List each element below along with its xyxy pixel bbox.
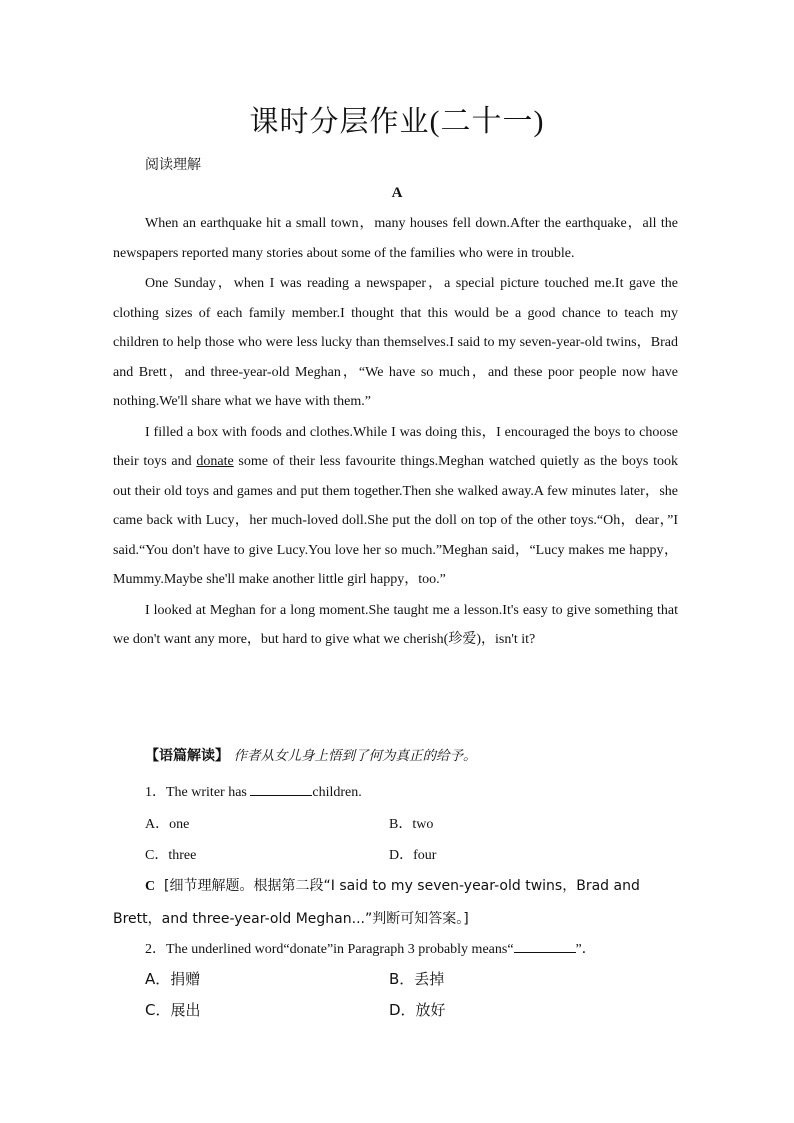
paragraph-2: One Sunday，when I was reading a newspaper，a special picture touched me.It gave the clothing sizes of each family member.I thought that this would be a good chance to teach my children to help those who were less lucky than themselves.I said to my seven-year-old twins，Brad and Brett，and three-year-old Meghan，“We have so much，and these poor people now have nothing.We'll share what we have with them.” (113, 276, 678, 409)
question-2-stem (145, 938, 715, 958)
q1-option-a: A．one (145, 817, 190, 832)
answer-blank (514, 940, 576, 953)
question-2-text-end: ”． (575, 942, 596, 957)
paragraph-4: I looked at Meghan for a long moment.She taught me a lesson.It's easy to give something that we don't want any more，but hard to give what we cherish(珍爱)，isn't it? (113, 602, 678, 647)
underlined-word: donate (196, 454, 234, 469)
q2-option-a: A．捐赠 (145, 970, 201, 988)
explanation-text: [细节理解题。根据第二段“I said to my seven-year-old twins，Brad and Brett，and three-year-old Meghan...”判断可知答案。] (113, 878, 640, 927)
question-1-stem (145, 781, 715, 801)
reading-note (145, 744, 715, 765)
paragraph-3-before: I filled a box with foods and clothes.While I was doing this，I encouraged the boys to choose their toys and (113, 424, 678, 469)
passage-heading: A (391, 185, 403, 201)
question-2-text: 2．The underlined word“donate”in Paragraph 3 probably means“ (145, 942, 514, 957)
answer-blank (250, 783, 312, 796)
title-number: (二十一) (429, 105, 545, 138)
answer-letter: C (145, 879, 156, 894)
question-1-explanation (113, 870, 683, 935)
passage-body (113, 209, 678, 656)
q1-option-c: C．three (145, 848, 197, 863)
reading-note-text: 作者从女儿身上悟到了何为真正的给予。 (233, 748, 477, 764)
title-main: 课时分层作业 (249, 104, 430, 138)
paragraph-1: When an earthquake hit a small town，many houses fell down.After the earthquake，all the newspapers reported many stories about some of the families who were in trouble. (113, 216, 678, 261)
question-1-text-end: children. (312, 785, 362, 800)
section-label: 阅读理解 (145, 157, 201, 173)
reading-note-tag: 【语篇解读】 (145, 748, 229, 764)
question-1-text: 1．The writer has (145, 785, 251, 800)
q1-option-b: B．two (389, 817, 434, 832)
q2-option-d: D．放好 (389, 1001, 446, 1019)
q2-option-c: C．展出 (145, 1001, 201, 1019)
page-title (0, 96, 794, 140)
q2-option-b: B．丢掉 (389, 970, 445, 988)
q1-option-d: D．four (389, 848, 437, 863)
paragraph-3 (113, 418, 678, 595)
paragraph-3-after: some of their less favourite things.Meghan watched quietly as the boys took out their old toys and games and put them together.Then she walked away.A few minutes later，she came back with Lucy，her much-loved doll.She put the doll on top of the other toys.“Oh，dear，”I said.“You don't have to give Lucy.You love her so much.”Meghan said，“Lucy makes me happy，Mummy.Maybe she'll make another little girl happy，too.” (113, 454, 678, 587)
